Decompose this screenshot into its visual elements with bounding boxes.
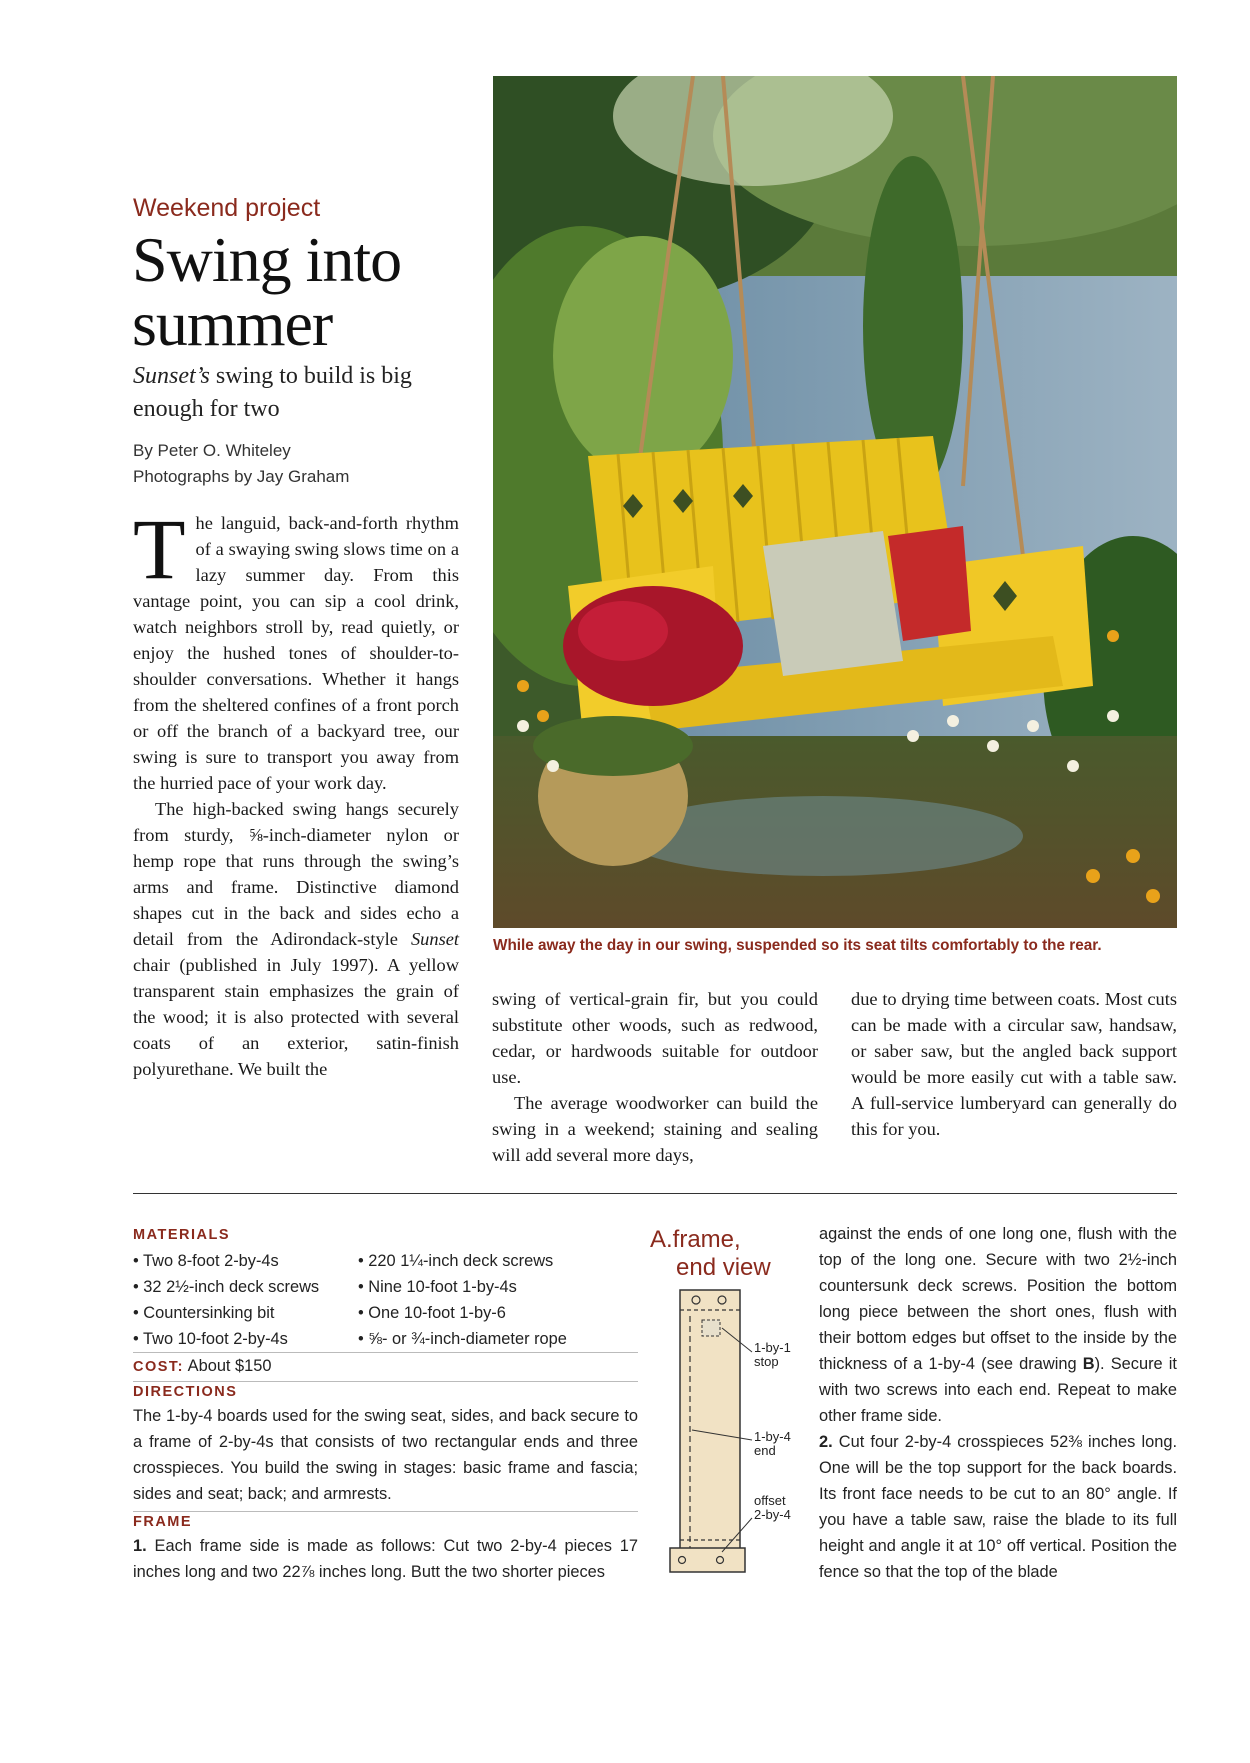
frame-step-1: [133, 1533, 638, 1585]
material-item: • Two 10-foot 2-by-4s: [133, 1330, 288, 1348]
frame-heading: FRAME: [133, 1514, 193, 1530]
materials-heading: MATERIALS: [133, 1227, 231, 1243]
label-end-line-2: end: [754, 1443, 776, 1458]
diagram-title-line-1: A.frame,: [650, 1226, 741, 1253]
drawing-ref: B: [1082, 1355, 1095, 1373]
directions-text: The 1-by-4 boards used for the swing seat, sides, and back secure to a frame of 2-by-4s that consists of two rectangular ends and three crosspieces. You build the swing in stages: basic frame and fascia; sides and seat; back; and armrests.: [133, 1407, 638, 1503]
paragraph-2-text-b: chair (published in July 1997). A yellow transparent stain emphasizes the grain of the wood; it is also protected with several coats of an exterior, satin-finish polyurethane. We built the: [133, 955, 459, 1079]
material-item: • Two 8-foot 2-by-4s: [133, 1252, 279, 1270]
label-end: [754, 1430, 791, 1458]
material-item: • 32 2½-inch deck screws: [133, 1278, 320, 1296]
label-stop-line-2: stop: [754, 1354, 779, 1369]
directions-heading: DIRECTIONS: [133, 1384, 238, 1400]
cost-label: COST:: [133, 1359, 184, 1375]
cost-line: [133, 1353, 272, 1380]
column-2-paragraph-1: swing of vertical-grain fir, but you could substitute other woods, such as redwood, cedar, or hardwoods suitable for outdoor use.: [492, 989, 818, 1087]
label-offset: [754, 1494, 791, 1522]
column-2-paragraph-2: The average woodworker can build the swing in a weekend; staining and sealing will add several more days,: [492, 1093, 818, 1165]
step-2-text: Cut four 2-by-4 crosspieces 52⅜ inches long. One will be the top support for the back boards. Its front face needs to be cut to an 80° angle. If you have a table saw, raise the blade to its full height and angle it at 10° off vertical. Position the fence so that the top of the blade: [819, 1433, 1177, 1581]
drop-cap: T: [133, 501, 186, 597]
frame-instructions-continued: [819, 1221, 1177, 1585]
body-paragraph-1: [133, 501, 459, 796]
section-divider: [133, 1193, 1177, 1194]
body-column-2: [492, 986, 818, 1168]
label-offset-line-2: 2-by-4: [754, 1507, 791, 1522]
material-item: • Countersinking bit: [133, 1304, 275, 1322]
paragraph-2-text-a: The high-backed swing hangs securely from sturdy, ⅝-inch-diameter nylon or hemp rope that runs through the swing’s arms and frame. Distinctive diamond shapes cut in the back and sides echo a detail from the Adirondack-style: [133, 799, 459, 949]
frame-end-view-diagram: [660, 1280, 820, 1590]
label-offset-line-1: offset: [754, 1493, 786, 1508]
label-stop: [754, 1341, 791, 1369]
swing-photo: [493, 76, 1177, 928]
subtitle-italic: Sunset’s: [133, 363, 210, 389]
frame-drawing: [660, 1280, 820, 1590]
material-item: • One 10-foot 1-by-6: [358, 1304, 506, 1322]
material-item: • Nine 10-foot 1-by-4s: [358, 1278, 517, 1296]
garden-swing-illustration: [493, 76, 1177, 928]
materials-list-right: [358, 1248, 638, 1352]
instructions-text-a: against the ends of one long one, flush with the top of the long one. Secure with two 2½-inch countersunk deck screws. Position the bottom long piece between the short ones, flush with their bottom edges but offset to the inside by the thickness of a 1-by-4 (see drawing: [819, 1225, 1177, 1373]
body-column-3: [851, 986, 1177, 1142]
article-title: Swing into summer: [132, 224, 402, 359]
body-column-1: [133, 501, 459, 1082]
diagram-title-line-2: end view: [676, 1254, 771, 1281]
directions-divider: [133, 1511, 638, 1512]
label-end-line-1: 1-by-4: [754, 1429, 791, 1444]
column-3-paragraph-1: due to drying time between coats. Most cuts can be made with a circular saw, handsaw, or saber saw, but the angled back support would be more easily cut with a table saw. A full-service lumberyard can generally do this for you.: [851, 989, 1177, 1139]
cost-value: About $150: [184, 1357, 272, 1375]
paragraph-2-italic: Sunset: [410, 929, 459, 949]
byline: By Peter O. Whiteley: [133, 441, 291, 460]
subtitle-text: swing to build is big enough for two: [133, 363, 412, 422]
paragraph-1-text: he languid, back-and-forth rhythm of a swaying swing slows time on a lazy summer day. From this vantage point, you can sip a cool drink, watch neighbors stroll by, read quietly, or enjoy the hushed tones of shoulder-to-shoulder conversations. Whether it hangs from the sheltered confines of a front porch or off the branch of a backyard tree, our swing is sure to transport you away from the hurried pace of your work day.: [133, 513, 459, 793]
step-number: 1.: [133, 1537, 147, 1555]
instructions-text-c: ). Secure it with two screws into each end. Repeat to make other frame side.: [819, 1355, 1177, 1425]
step-1-text: Each frame side is made as follows: Cut two 2-by-4 pieces 17 inches long and two 22⅞ inches long. Butt the two shorter pieces: [133, 1537, 638, 1581]
label-stop-line-1: 1-by-1: [754, 1340, 791, 1355]
photo-credit: Photographs by Jay Graham: [133, 467, 350, 486]
body-paragraph-2: [133, 796, 459, 1082]
kicker: Weekend project: [133, 194, 321, 222]
material-item: • ⅝- or ¾-inch-diameter rope: [358, 1330, 567, 1348]
cost-divider: [133, 1381, 638, 1382]
credits: [133, 438, 349, 490]
material-item: • 220 1¼-inch deck screws: [358, 1252, 554, 1270]
subtitle: [133, 360, 433, 426]
diagram-title: [650, 1226, 800, 1282]
materials-list-left: [133, 1248, 353, 1352]
photo-caption: While away the day in our swing, suspended so its seat tilts comfortably to the rear.: [493, 937, 1102, 954]
step-number: 2.: [819, 1433, 833, 1451]
